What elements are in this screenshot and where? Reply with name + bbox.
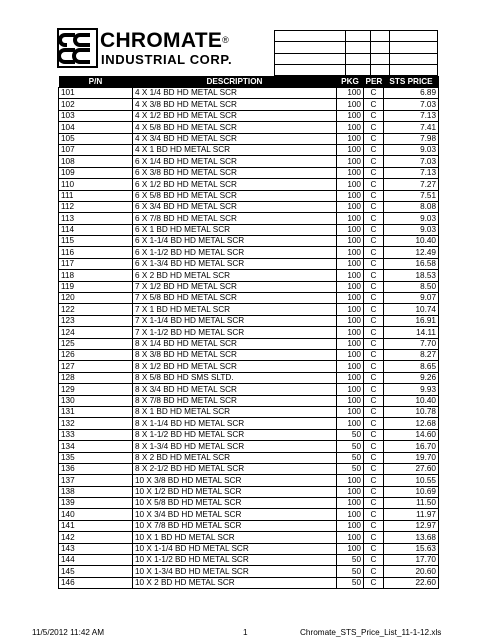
cell-pn: 111 [59, 190, 133, 201]
table-row [59, 384, 439, 395]
cell-pn: 107 [59, 144, 133, 155]
cell-pn: 102 [59, 99, 133, 110]
cell-per: C [364, 543, 384, 554]
cell-price: 7.13 [384, 110, 439, 121]
table-row [59, 555, 439, 566]
table-row [59, 349, 439, 360]
cell-per: C [364, 532, 384, 543]
cell-per: C [364, 498, 384, 509]
cell-description: 6 X 3/8 BD HD METAL SCR [133, 167, 337, 178]
cell-description: 6 X 1-1/4 BD HD METAL SCR [133, 236, 337, 247]
registered-mark: ® [222, 35, 230, 45]
header-empty-grid [274, 30, 438, 76]
cell-per: C [364, 122, 384, 133]
cell-pkg: 100 [337, 543, 364, 554]
cell-price: 16.70 [384, 441, 439, 452]
cell-per: C [364, 247, 384, 258]
cell-per: C [364, 88, 384, 99]
cell-per: C [364, 179, 384, 190]
cell-pkg: 100 [337, 236, 364, 247]
cell-pkg: 100 [337, 486, 364, 497]
cell-price: 9.03 [384, 144, 439, 155]
cell-pn: 136 [59, 463, 133, 474]
cell-price: 12.49 [384, 247, 439, 258]
table-row [59, 498, 439, 509]
cell-pn: 108 [59, 156, 133, 167]
cell-description: 8 X 1/2 BD HD METAL SCR [133, 361, 337, 372]
table-row [59, 418, 439, 429]
cell-pn: 133 [59, 429, 133, 440]
table-row [59, 406, 439, 417]
cell-pn: 143 [59, 543, 133, 554]
table-row [59, 475, 439, 486]
cell-price: 14.11 [384, 327, 439, 338]
cell-description: 8 X 3/8 BD HD METAL SCR [133, 349, 337, 360]
cell-pkg: 100 [337, 224, 364, 235]
cell-price: 9.26 [384, 372, 439, 383]
cell-pkg: 50 [337, 463, 364, 474]
cell-price: 16.58 [384, 258, 439, 269]
table-row [59, 201, 439, 212]
cell-pn: 115 [59, 236, 133, 247]
cell-pkg: 100 [337, 361, 364, 372]
cell-description: 8 X 7/8 BD HD METAL SCR [133, 395, 337, 406]
cell-pkg: 100 [337, 520, 364, 531]
table-row [59, 395, 439, 406]
cell-per: C [364, 372, 384, 383]
cell-per: C [364, 384, 384, 395]
cell-pkg: 100 [337, 304, 364, 315]
cell-per: C [364, 258, 384, 269]
cell-description: 7 X 1-1/4 BD HD METAL SCR [133, 315, 337, 326]
cell-price: 7.98 [384, 133, 439, 144]
table-row [59, 213, 439, 224]
cell-price: 11.50 [384, 498, 439, 509]
cell-per: C [364, 577, 384, 588]
cell-per: C [364, 144, 384, 155]
cell-price: 9.03 [384, 224, 439, 235]
cell-pn: 146 [59, 577, 133, 588]
table-row [59, 463, 439, 474]
cell-price: 9.03 [384, 213, 439, 224]
cell-description: 8 X 3/4 BD HD METAL SCR [133, 384, 337, 395]
cell-description: 10 X 7/8 BD HD METAL SCR [133, 520, 337, 531]
cell-price: 10.69 [384, 486, 439, 497]
cell-pkg: 100 [337, 395, 364, 406]
cell-description: 4 X 1/2 BD HD METAL SCR [133, 110, 337, 121]
cell-pn: 124 [59, 327, 133, 338]
table-row [59, 179, 439, 190]
cell-per: C [364, 509, 384, 520]
cell-pn: 131 [59, 406, 133, 417]
cell-pn: 119 [59, 281, 133, 292]
table-row [59, 509, 439, 520]
cell-pn: 126 [59, 349, 133, 360]
cell-description: 7 X 1 BD HD METAL SCR [133, 304, 337, 315]
cell-description: 6 X 1-1/2 BD HD METAL SCR [133, 247, 337, 258]
cell-price: 8.27 [384, 349, 439, 360]
cell-price: 10.40 [384, 395, 439, 406]
cell-per: C [364, 224, 384, 235]
table-row [59, 543, 439, 554]
cell-description: 6 X 1-3/4 BD HD METAL SCR [133, 258, 337, 269]
cell-price: 16.91 [384, 315, 439, 326]
table-row [59, 486, 439, 497]
cell-pkg: 100 [337, 110, 364, 121]
cell-pn: 105 [59, 133, 133, 144]
cell-description: 8 X 1/4 BD HD METAL SCR [133, 338, 337, 349]
table-row [59, 304, 439, 315]
table-row [59, 338, 439, 349]
cell-description: 10 X 3/4 BD HD METAL SCR [133, 509, 337, 520]
cell-pn: 101 [59, 88, 133, 99]
cell-pkg: 50 [337, 452, 364, 463]
cell-price: 7.13 [384, 167, 439, 178]
cell-pkg: 100 [337, 327, 364, 338]
table-row [59, 315, 439, 326]
cell-per: C [364, 429, 384, 440]
cell-pn: 125 [59, 338, 133, 349]
cell-per: C [364, 270, 384, 281]
cell-pn: 110 [59, 179, 133, 190]
cell-pkg: 50 [337, 577, 364, 588]
cell-pkg: 100 [337, 509, 364, 520]
cell-pn: 140 [59, 509, 133, 520]
cell-pkg: 100 [337, 179, 364, 190]
header-per: PER [365, 76, 383, 86]
cell-pn: 113 [59, 213, 133, 224]
cell-description: 10 X 3/8 BD HD METAL SCR [133, 475, 337, 486]
cell-per: C [364, 315, 384, 326]
cell-per: C [364, 201, 384, 212]
cell-description: 7 X 1-1/2 BD HD METAL SCR [133, 327, 337, 338]
cell-price: 19.70 [384, 452, 439, 463]
cell-per: C [364, 133, 384, 144]
cell-pn: 142 [59, 532, 133, 543]
cell-pkg: 100 [337, 247, 364, 258]
cell-price: 7.70 [384, 338, 439, 349]
cell-price: 18.53 [384, 270, 439, 281]
cell-pn: 138 [59, 486, 133, 497]
cell-price: 7.41 [384, 122, 439, 133]
cell-per: C [364, 110, 384, 121]
cell-description: 6 X 1 BD HD METAL SCR [133, 224, 337, 235]
cell-price: 20.60 [384, 566, 439, 577]
cell-pn: 128 [59, 372, 133, 383]
cell-per: C [364, 293, 384, 304]
header-description: DESCRIPTION [133, 76, 337, 88]
cell-price: 8.08 [384, 201, 439, 212]
cell-per: C [364, 361, 384, 372]
cell-description: 8 X 1 BD HD METAL SCR [133, 406, 337, 417]
cell-price: 9.93 [384, 384, 439, 395]
cell-price: 10.74 [384, 304, 439, 315]
cell-pkg: 100 [337, 133, 364, 144]
table-row [59, 122, 439, 133]
cell-description: 4 X 1 BD HD METAL SCR [133, 144, 337, 155]
table-row [59, 247, 439, 258]
cell-price: 13.68 [384, 532, 439, 543]
cell-pn: 130 [59, 395, 133, 406]
cell-description: 4 X 1/4 BD HD METAL SCR [133, 88, 337, 99]
cell-description: 10 X 1-1/2 BD HD METAL SCR [133, 555, 337, 566]
cell-pkg: 100 [337, 293, 364, 304]
cell-price: 27.60 [384, 463, 439, 474]
cell-pkg: 100 [337, 190, 364, 201]
cell-pkg: 100 [337, 475, 364, 486]
table-row [59, 167, 439, 178]
cell-description: 8 X 5/8 BD HD SMS SLTD. [133, 372, 337, 383]
cell-price: 17.70 [384, 555, 439, 566]
cell-price: 7.51 [384, 190, 439, 201]
cell-pn: 114 [59, 224, 133, 235]
cell-description: 4 X 3/4 BD HD METAL SCR [133, 133, 337, 144]
footer-page-number: 1 [243, 628, 248, 637]
cell-price: 12.97 [384, 520, 439, 531]
cell-pkg: 100 [337, 167, 364, 178]
cell-pn: 120 [59, 293, 133, 304]
company-name-text: CHROMATE [100, 29, 223, 52]
company-subtitle: INDUSTRIAL CORP. [101, 52, 233, 67]
cell-per: C [364, 520, 384, 531]
table-row [59, 99, 439, 110]
cell-per: C [364, 418, 384, 429]
cell-pkg: 100 [337, 156, 364, 167]
cell-description: 7 X 1/2 BD HD METAL SCR [133, 281, 337, 292]
table-row [59, 281, 439, 292]
cell-per: C [364, 167, 384, 178]
cell-pn: 137 [59, 475, 133, 486]
cell-per: C [364, 190, 384, 201]
cell-description: 6 X 3/4 BD HD METAL SCR [133, 201, 337, 212]
footer-datetime: 11/5/2012 11:42 AM [32, 628, 105, 637]
cell-pkg: 50 [337, 566, 364, 577]
cell-price: 7.27 [384, 179, 439, 190]
table-row [59, 258, 439, 269]
header-pn: P/N [59, 76, 133, 88]
cell-description: 6 X 5/8 BD HD METAL SCR [133, 190, 337, 201]
cell-pkg: 100 [337, 418, 364, 429]
table-row [59, 441, 439, 452]
cell-description: 10 X 1-1/4 BD HD METAL SCR [133, 543, 337, 554]
cell-pkg: 50 [337, 441, 364, 452]
cell-pkg: 100 [337, 281, 364, 292]
cell-description: 8 X 2 BD HD METAL SCR [133, 452, 337, 463]
cell-price: 6.89 [384, 88, 439, 99]
cell-pn: 144 [59, 555, 133, 566]
cell-pkg: 50 [337, 429, 364, 440]
table-row [59, 88, 439, 99]
cell-description: 10 X 1 BD HD METAL SCR [133, 532, 337, 543]
table-row [59, 577, 439, 588]
cell-description: 10 X 2 BD HD METAL SCR [133, 577, 337, 588]
cell-price: 10.55 [384, 475, 439, 486]
cell-per: C [364, 555, 384, 566]
cell-description: 10 X 1-3/4 BD HD METAL SCR [133, 566, 337, 577]
cell-per: C [364, 463, 384, 474]
cell-pn: 104 [59, 122, 133, 133]
company-logo-mark [57, 28, 98, 68]
header-pkg: PKG [337, 76, 364, 88]
cell-per: C [364, 395, 384, 406]
cell-per: C [364, 349, 384, 360]
cell-pn: 118 [59, 270, 133, 281]
cell-pn: 127 [59, 361, 133, 372]
cell-pn: 129 [59, 384, 133, 395]
cell-per: C [364, 486, 384, 497]
cell-per: C [364, 441, 384, 452]
table-row [59, 293, 439, 304]
table-row [59, 224, 439, 235]
table-row [59, 532, 439, 543]
cell-description: 10 X 5/8 BD HD METAL SCR [133, 498, 337, 509]
cell-price: 22.60 [384, 577, 439, 588]
cell-pn: 132 [59, 418, 133, 429]
table-row [59, 236, 439, 247]
cell-description: 8 X 1-1/2 BD HD METAL SCR [133, 429, 337, 440]
cell-pkg: 100 [337, 144, 364, 155]
cell-price: 8.50 [384, 281, 439, 292]
cell-description: 6 X 2 BD HD METAL SCR [133, 270, 337, 281]
cell-pn: 141 [59, 520, 133, 531]
cell-per: C [364, 213, 384, 224]
cell-pn: 122 [59, 304, 133, 315]
table-row [59, 190, 439, 201]
cell-per: C [364, 99, 384, 110]
price-list-table [58, 76, 439, 589]
cell-description: 6 X 1/4 BD HD METAL SCR [133, 156, 337, 167]
cell-pn: 117 [59, 258, 133, 269]
table-row [59, 133, 439, 144]
header-price: STS PRICE [384, 76, 439, 88]
cell-pkg: 50 [337, 555, 364, 566]
table-row [59, 429, 439, 440]
cell-price: 10.78 [384, 406, 439, 417]
cell-pkg: 100 [337, 258, 364, 269]
cell-pn: 123 [59, 315, 133, 326]
cell-per: C [364, 338, 384, 349]
cell-pkg: 100 [337, 201, 364, 212]
table-row [59, 566, 439, 577]
cell-pn: 109 [59, 167, 133, 178]
cell-pn: 139 [59, 498, 133, 509]
cell-price: 11.97 [384, 509, 439, 520]
cell-description: 8 X 1-3/4 BD HD METAL SCR [133, 441, 337, 452]
cell-per: C [364, 156, 384, 167]
cell-per: C [364, 281, 384, 292]
cell-pn: 134 [59, 441, 133, 452]
cell-price: 8.65 [384, 361, 439, 372]
cell-pn: 103 [59, 110, 133, 121]
cell-price: 7.03 [384, 156, 439, 167]
cell-per: C [364, 327, 384, 338]
cell-pkg: 100 [337, 122, 364, 133]
cell-pkg: 100 [337, 532, 364, 543]
cell-pkg: 100 [337, 338, 364, 349]
table-row [59, 452, 439, 463]
cell-pkg: 100 [337, 99, 364, 110]
cell-price: 10.40 [384, 236, 439, 247]
cell-pn: 145 [59, 566, 133, 577]
cell-pkg: 100 [337, 315, 364, 326]
table-row [59, 372, 439, 383]
cell-pkg: 100 [337, 88, 364, 99]
cell-per: C [364, 406, 384, 417]
cell-description: 8 X 2-1/2 BD HD METAL SCR [133, 463, 337, 474]
table-row [59, 144, 439, 155]
cell-per: C [364, 236, 384, 247]
table-row [59, 270, 439, 281]
cell-description: 7 X 5/8 BD HD METAL SCR [133, 293, 337, 304]
cell-pkg: 100 [337, 270, 364, 281]
cell-pkg: 100 [337, 384, 364, 395]
cell-description: 4 X 5/8 BD HD METAL SCR [133, 122, 337, 133]
table-row [59, 327, 439, 338]
cell-description: 4 X 3/8 BD HD METAL SCR [133, 99, 337, 110]
cell-description: 6 X 1/2 BD HD METAL SCR [133, 179, 337, 190]
cell-per: C [364, 475, 384, 486]
table-row [59, 110, 439, 121]
cell-per: C [364, 452, 384, 463]
cell-price: 12.68 [384, 418, 439, 429]
cell-price: 7.03 [384, 99, 439, 110]
cell-pkg: 100 [337, 498, 364, 509]
cell-price: 9.07 [384, 293, 439, 304]
table-row [59, 361, 439, 372]
cell-pkg: 100 [337, 406, 364, 417]
cell-pn: 112 [59, 201, 133, 212]
cell-pkg: 100 [337, 372, 364, 383]
cell-description: 10 X 1/2 BD HD METAL SCR [133, 486, 337, 497]
company-name [100, 30, 229, 51]
cell-pn: 135 [59, 452, 133, 463]
cell-pkg: 100 [337, 349, 364, 360]
cell-price: 14.60 [384, 429, 439, 440]
table-header-row [59, 76, 439, 88]
cell-description: 6 X 7/8 BD HD METAL SCR [133, 213, 337, 224]
cell-per: C [364, 566, 384, 577]
cell-price: 15.63 [384, 543, 439, 554]
footer-filename: Chromate_STS_Price_List_11-1-12.xls [300, 628, 442, 637]
cell-pkg: 100 [337, 213, 364, 224]
table-row [59, 156, 439, 167]
cell-pn: 116 [59, 247, 133, 258]
cell-per: C [364, 304, 384, 315]
cell-description: 8 X 1-1/4 BD HD METAL SCR [133, 418, 337, 429]
table-row [59, 520, 439, 531]
